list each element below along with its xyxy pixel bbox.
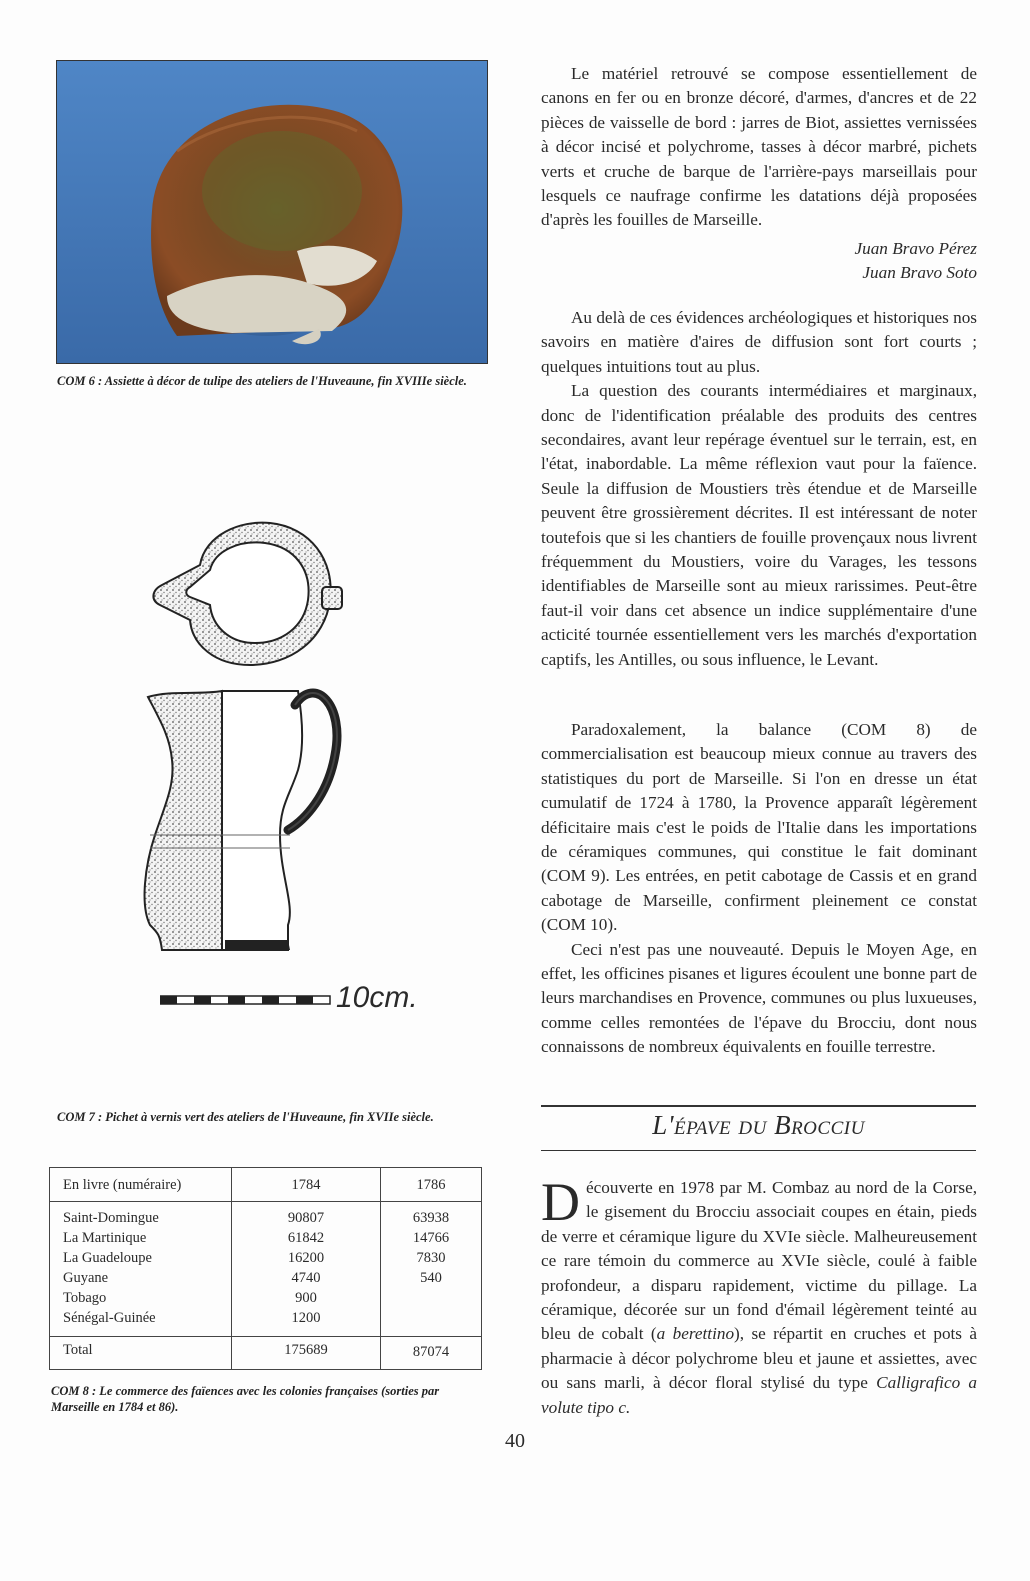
table-cell: 90807: [287, 1210, 325, 1226]
com6-caption: COM 6 : Assiette à décor de tulipe des ateliers de l'Huveaune, fin XVIIIe siècle.: [57, 374, 467, 388]
table-row-label: La Martinique: [63, 1230, 147, 1246]
trade-table: [49, 1167, 482, 1370]
brocciu-paragraph: [541, 1172, 977, 1420]
table-total-label: Total: [63, 1342, 93, 1358]
brocciu-text: écouverte en 1978 par M. Combaz au nord de la Corse, le gisement du Brocciu associait coupes en étain, pieds de verre et céramique ligure du XVIe siècle. Malheureusement ce rare témoin du commerce au XVIe siècle, coulé à faible profondeur, a disparu rapidement, victime du pillage. La céramique, décorée sur un fond d'émail légèrement teinté au bleu de cobalt (: [541, 1178, 977, 1344]
table-row-label: Guyane: [63, 1270, 109, 1286]
table-cell: 16200: [287, 1250, 325, 1266]
table-cell: 4740: [291, 1270, 321, 1286]
scale-bar: [160, 993, 332, 1011]
table-cell: 14766: [412, 1230, 450, 1246]
brocciu-italic: a berettino: [656, 1324, 735, 1344]
plate-photo: [56, 60, 488, 364]
table-header-label: En livre (numéraire): [63, 1177, 182, 1193]
table-row-label: Saint-Domingue: [63, 1210, 159, 1226]
page-number: 40: [505, 1430, 525, 1452]
table-row-label: La Guadeloupe: [63, 1250, 152, 1266]
brocciu-text: ), se répartit en cruches et pots à pharmacie à décor polychrome bleu et jaune et assiettes, avec ou sans marli, à décor floral stylisé du type: [541, 1324, 977, 1393]
table-divider: [50, 1201, 481, 1202]
paragraph: Ceci n'est pas une nouveauté. Depuis le Moyen Age, en effet, les officines pisanes et ligures écoulent une bonne part de leurs marchandises en Provence, communes ou plus luxueuses, comme celles remontées de l'épave du Brocciu, dont nous connaissons de nombreux équivalents en fouille terrestre.: [541, 939, 977, 1057]
jug-drawing: [130, 505, 360, 965]
author-2: Juan Bravo Soto: [862, 263, 977, 283]
article-intro: [541, 62, 977, 286]
table-header-year: 1786: [416, 1177, 446, 1193]
table-cell: 7830: [416, 1250, 446, 1266]
drop-cap: D: [541, 1172, 580, 1232]
section-title: L'épave du Brocciu: [652, 1110, 865, 1140]
table-divider: [50, 1336, 481, 1337]
table-row-label: Sénégal-Guinée: [63, 1310, 156, 1326]
paragraph: Paradoxalement, la balance (COM 8) de commercialisation est beaucoup mieux connue au travers des statistiques du port de Marseille. Si l'on en dresse un état cumulatif de 1724 à 1780, la Provence apparaît légèrement déficitaire mais c'est le poids de l'Italie dans les importations de céramiques communes, qui constitue le fait dominant (COM 9). Les entrées, en petit cabotage de Cassis et en grand cabotage de Marseille, confirment pleinement ce constat (COM 10).: [541, 720, 977, 935]
article-body: [541, 306, 977, 672]
section-rule: [541, 1105, 976, 1107]
table-cell: 63938: [412, 1210, 450, 1226]
scale-label: 10cm.: [336, 981, 418, 1014]
table-cell: 61842: [287, 1230, 325, 1246]
table-cell: 900: [295, 1290, 317, 1306]
article-body-2: [541, 718, 977, 1060]
section-rule: [541, 1150, 976, 1151]
table-total-cell: 87074: [412, 1344, 450, 1360]
com7-caption: COM 7 : Pichet à vernis vert des ateliers de l'Huveaune, fin XVIIe siècle.: [57, 1110, 434, 1124]
com8-caption: COM 8 : Le commerce des faïences avec les colonies françaises (sorties par Marseille en 1784 et 86).: [51, 1384, 440, 1414]
table-row-label: Tobago: [63, 1290, 107, 1306]
brocciu-italic: Calligrafico a volute tipo c.: [541, 1373, 977, 1417]
paragraph: Au delà de ces évidences archéologiques et historiques nos savoirs en matière d'aires de diffusion sont fort courts ; quelques intuitions tout au plus.: [541, 308, 977, 376]
author-1: Juan Bravo Pérez: [854, 238, 977, 258]
table-total-cell: 175689: [284, 1342, 328, 1358]
table-cell: 540: [420, 1270, 442, 1286]
intro-paragraph: Le matériel retrouvé se compose essentiellement de canons en fer ou en bronze décoré, d'armes, d'ancres et de 22 pièces de vaisselle de bord : jarres de Biot, assiettes vernissées à décor incisé et polychrome, tasses à décor marbré, pichets verts et cruche de barque de l'arrière-pays marseillais pour lesquels ce naufrage confirme les datations déjà proposées d'après les fouilles de Marseille.: [541, 64, 977, 230]
paragraph: La question des courants intermédiaires et marginaux, donc de l'identification préalable des produits des centres secondaires, avant leur repérage éventuel sur le terrain, est, en l'état, inabordable. La même réflexion vaut pour la faïence. Seule la diffusion de Moustiers très étendue et de Marseille peuvent être grossièrement décrites. Il est intéressant de noter toutefois que si les chantiers de fouille provençaux nous livrent fréquemment du Moustiers, voire du Varages, les tessons identifiables de Marseille sont au mieux rarissimes. Peut-être faut-il voir dans cet absence un indice supplémentaire d'une acticité tournée essentiellement vers les marchés d'exportation captifs, les Antilles, ou sous influence, le Levant.: [541, 381, 977, 669]
table-cell: 1200: [291, 1310, 321, 1326]
table-header-year: 1784: [291, 1177, 321, 1193]
